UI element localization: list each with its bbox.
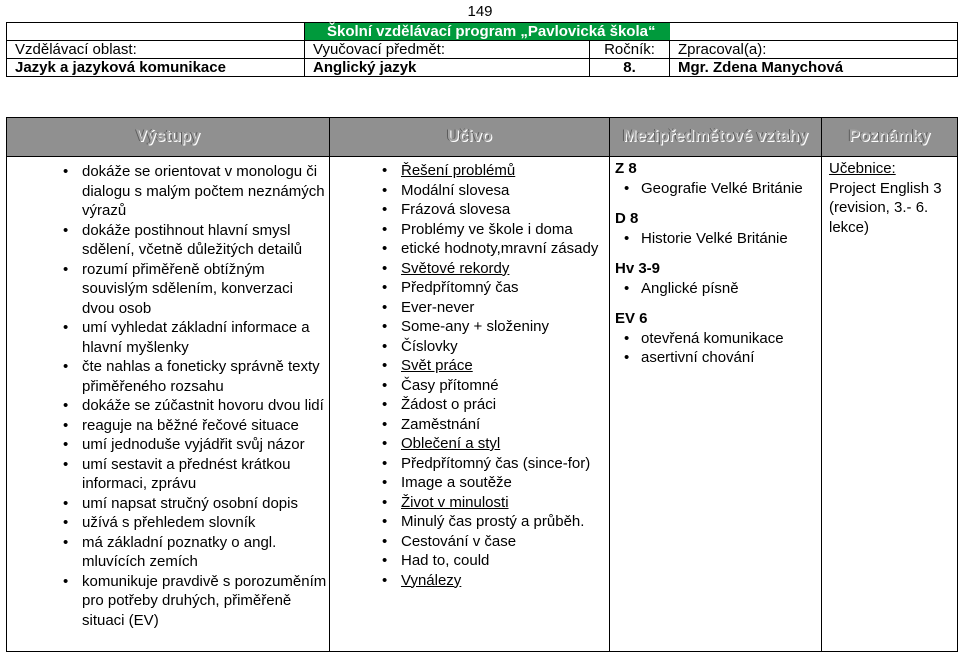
vystupy-list <box>8 158 328 630</box>
ucivo-item <box>375 239 608 259</box>
ucivo-item-text: Časy přítomné <box>401 376 499 394</box>
ucivo-item-text: Vynálezy <box>401 571 462 589</box>
vystup-item: • umí napsat stručný osobní dopis <box>56 494 328 514</box>
ucivo-item <box>375 317 608 337</box>
ucivo-item <box>375 337 608 357</box>
ucivo-item-text: Image a soutěže <box>401 474 512 491</box>
ucivo-item <box>375 356 608 376</box>
vztahy-item: • asertivní chování <box>617 348 821 368</box>
ucivo-item <box>375 259 608 279</box>
vystupy-cell <box>7 157 330 652</box>
vystup-item: • umí vyhledat základní informace a hlavní myšlenky <box>56 318 328 357</box>
ucivo-item-text: Předpřítomný čas (since-for) <box>401 454 591 472</box>
ucivo-item <box>375 571 608 591</box>
vystup-item: • umí sestavit a přednést krátkou informaci, zprávu <box>56 455 328 494</box>
ucivo-item <box>375 415 608 435</box>
author-label: Zpracoval(a): <box>670 41 958 59</box>
ucivo-item-text: Světové rekordy <box>401 259 510 277</box>
vystup-item: • dokáže postihnout hlavní smysl sdělení, včetně důležitých detailů <box>56 221 328 260</box>
ucivo-item <box>375 532 608 552</box>
ucivo-item-text: Some-any + složeniny <box>401 318 549 335</box>
vystup-item: • umí jednoduše vyjádřit svůj názor <box>56 435 328 455</box>
ucivo-item-text: Číslovky <box>401 337 458 355</box>
ucivo-item <box>375 512 608 532</box>
ucivo-list <box>331 158 608 590</box>
ucivo-item-text: Modální slovesa <box>401 181 510 199</box>
ucivo-item-text: Zaměstnání <box>401 415 481 433</box>
subject-value: Anglický jazyk <box>305 59 590 77</box>
subject-label: Vyučovací předmět: <box>305 41 590 59</box>
grade-label: Ročník: <box>590 41 670 59</box>
vztahy-list <box>615 329 821 368</box>
column-header-ucivo: Učivo <box>330 118 610 157</box>
ucivo-item-text: Oblečení a styl <box>401 435 501 452</box>
area-value: Jazyk a jazyková komunikace <box>7 59 305 77</box>
vztahy-item: • Geografie Velké Británie <box>617 179 821 199</box>
header-table <box>6 22 958 77</box>
school-program-title: Školní vzdělávací program „Pavlovická škola“ <box>305 23 670 41</box>
vystup-item: • dokáže se orientovat v monologu či dialogu s malým počtem neznámých výrazů <box>56 162 328 221</box>
ucivo-item-text: etické hodnoty,mravní zásady <box>401 240 599 257</box>
ucivo-item-text: Předpřítomný čas <box>401 279 519 296</box>
ucivo-item-text: Řešení problémů <box>401 162 516 179</box>
ucivo-item-text: Minulý čas prostý a průběh. <box>401 513 585 530</box>
ucivo-item <box>375 551 608 571</box>
ucivo-item <box>375 298 608 318</box>
vztahy-group-label: EV 6 <box>615 310 648 327</box>
vztahy-item: • Historie Velké Británie <box>617 229 821 249</box>
ucivo-item-text: Cestování v čase <box>401 532 517 550</box>
vystup-item: • komunikuje pravdivě s porozuměním pro potřeby druhých, přiměřeně situaci (EV) <box>56 572 328 631</box>
textbook-text: Project English 3 (revision, 3.- 6. lekce) <box>829 179 942 236</box>
column-header-vystupy: Výstupy <box>7 118 330 157</box>
vystup-item: • užívá s přehledem slovník <box>56 513 328 533</box>
ucivo-item <box>375 473 608 493</box>
vztahy-list <box>615 179 821 199</box>
vztahy-group-label: Hv 3-9 <box>615 260 661 277</box>
column-header-poznamky: Poznámky <box>822 118 958 157</box>
ucivo-cell <box>330 157 610 652</box>
ucivo-item <box>375 220 608 240</box>
vztahy-item: • otevřená komunikace <box>617 329 821 349</box>
ucivo-item <box>375 278 608 298</box>
author-value: Mgr. Zdena Manychová <box>670 59 958 77</box>
page-number: 149 <box>467 3 493 20</box>
vystup-item: • dokáže se zúčastnit hovoru dvou lidí <box>56 396 328 416</box>
grade-value: 8. <box>590 59 670 77</box>
ucivo-item <box>375 454 608 474</box>
ucivo-item-text: Žádost o práci <box>401 396 497 413</box>
ucivo-item-text: Ever-never <box>401 298 475 316</box>
vztahy-item: • Anglické písně <box>617 279 821 299</box>
vztahy-list <box>615 229 821 249</box>
curriculum-table <box>6 117 958 652</box>
ucivo-item-text: Život v minulosti <box>401 493 509 511</box>
vztahy-group-label: D 8 <box>615 210 639 227</box>
vystup-item: • má základní poznatky o angl. mluvících zemích <box>56 533 328 572</box>
vztahy-list <box>615 279 821 299</box>
textbook-label: Učebnice: <box>829 160 896 177</box>
column-header-vztahy: Mezipředmětové vztahy <box>610 118 822 157</box>
vztahy-cell <box>610 157 822 652</box>
ucivo-item <box>375 376 608 396</box>
ucivo-item <box>375 161 608 181</box>
ucivo-item <box>375 395 608 415</box>
ucivo-item-text: Svět práce <box>401 357 473 374</box>
ucivo-item-text: Frázová slovesa <box>401 201 511 218</box>
ucivo-item <box>375 181 608 201</box>
vztahy-group-label: Z 8 <box>615 160 637 177</box>
ucivo-item <box>375 200 608 220</box>
ucivo-item-text: Problémy ve škole i doma <box>401 220 573 238</box>
vystup-item: • čte nahlas a foneticky správně texty přiměřeného rozsahu <box>56 357 328 396</box>
ucivo-item <box>375 434 608 454</box>
ucivo-item-text: Had to, could <box>401 552 490 569</box>
vystup-item: • rozumí přiměřeně obtížným souvislým sdělením, konverzaci dvou osob <box>56 260 328 319</box>
ucivo-item <box>375 493 608 513</box>
poznamky-cell <box>822 157 958 652</box>
area-label: Vzdělávací oblast: <box>7 41 305 59</box>
vystup-item: • reaguje na běžné řečové situace <box>56 416 328 436</box>
